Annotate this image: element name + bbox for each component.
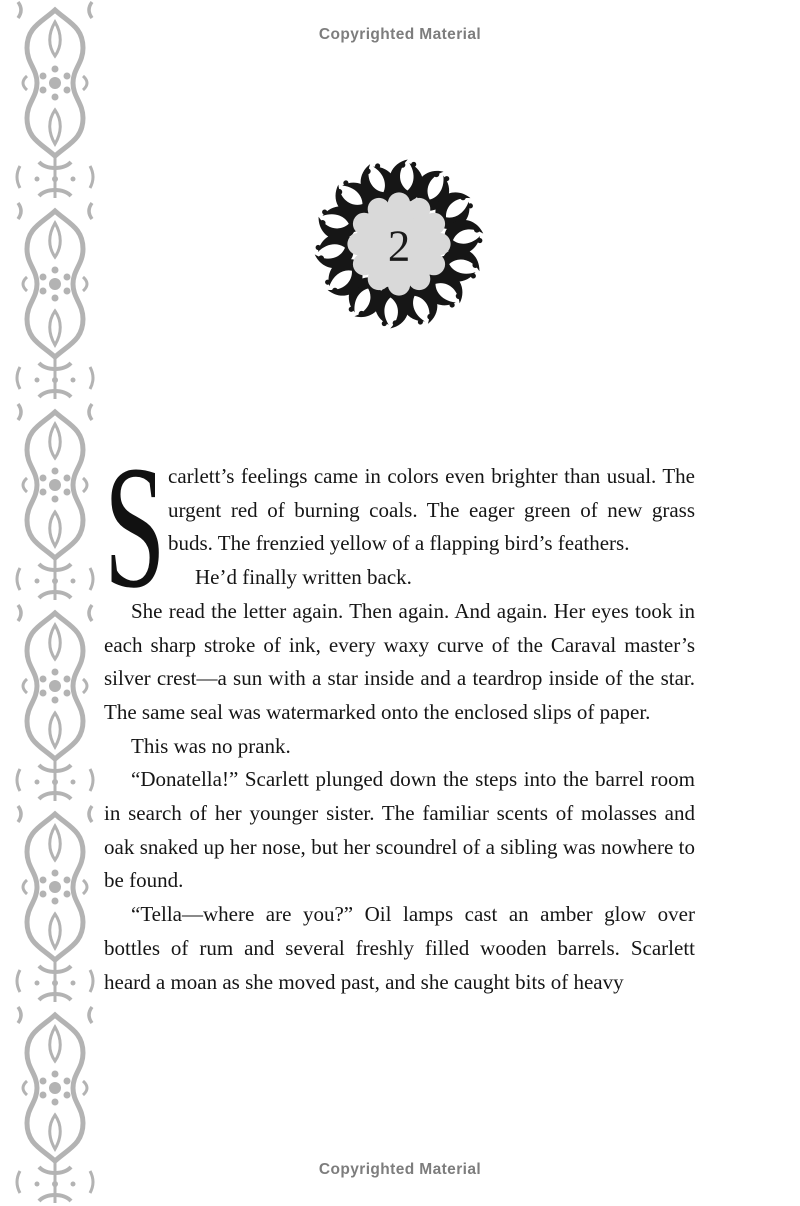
body-text-block [104,430,695,999]
paragraph [104,898,695,999]
chapter-ornament [313,158,485,330]
paragraph-text: He’d finally written back. [195,565,412,590]
paragraph-text: “Donatella!” Scarlett plunged down the steps into the barrel room in search of her younger sister. The familiar scents of molasses and oak snaked up her nose, but her scoundrel of a sibling was nowhere to be found. [104,767,695,893]
drop-cap: S [104,430,166,625]
paragraph-text: She read the letter again. Then again. And again. Her eyes took in each sharp stroke of ink, every waxy curve of the Caraval master’s silver crest—a sun with a star inside and a teardrop inside of the star. The same seal was watermarked onto the enclosed slips of paper. [104,598,695,724]
ornamental-border-pattern [12,0,98,1206]
paragraph [104,730,695,764]
chapter-number: 2 [387,220,411,271]
paragraph-text: This was no prank. [131,733,291,758]
copyright-notice-top: Copyrighted Material [318,26,482,43]
paragraph [104,561,695,595]
paragraph-text: carlett’s feelings came in colors even brighter than usual. The urgent red of burning coals. The eager green of new grass buds. The frenzied yellow of a flapping bird’s feathers. [168,464,695,556]
paragraph [104,595,695,730]
copyright-notice-bottom: Copyrighted Material [318,1161,482,1178]
paragraph [104,763,695,898]
paragraph-text: “Tella—where are you?” Oil lamps cast an amber glow over bottles of rum and several freshly filled wooden barrels. Scarlett heard a moan as she moved past, and she caught bits of heavy [104,902,695,994]
